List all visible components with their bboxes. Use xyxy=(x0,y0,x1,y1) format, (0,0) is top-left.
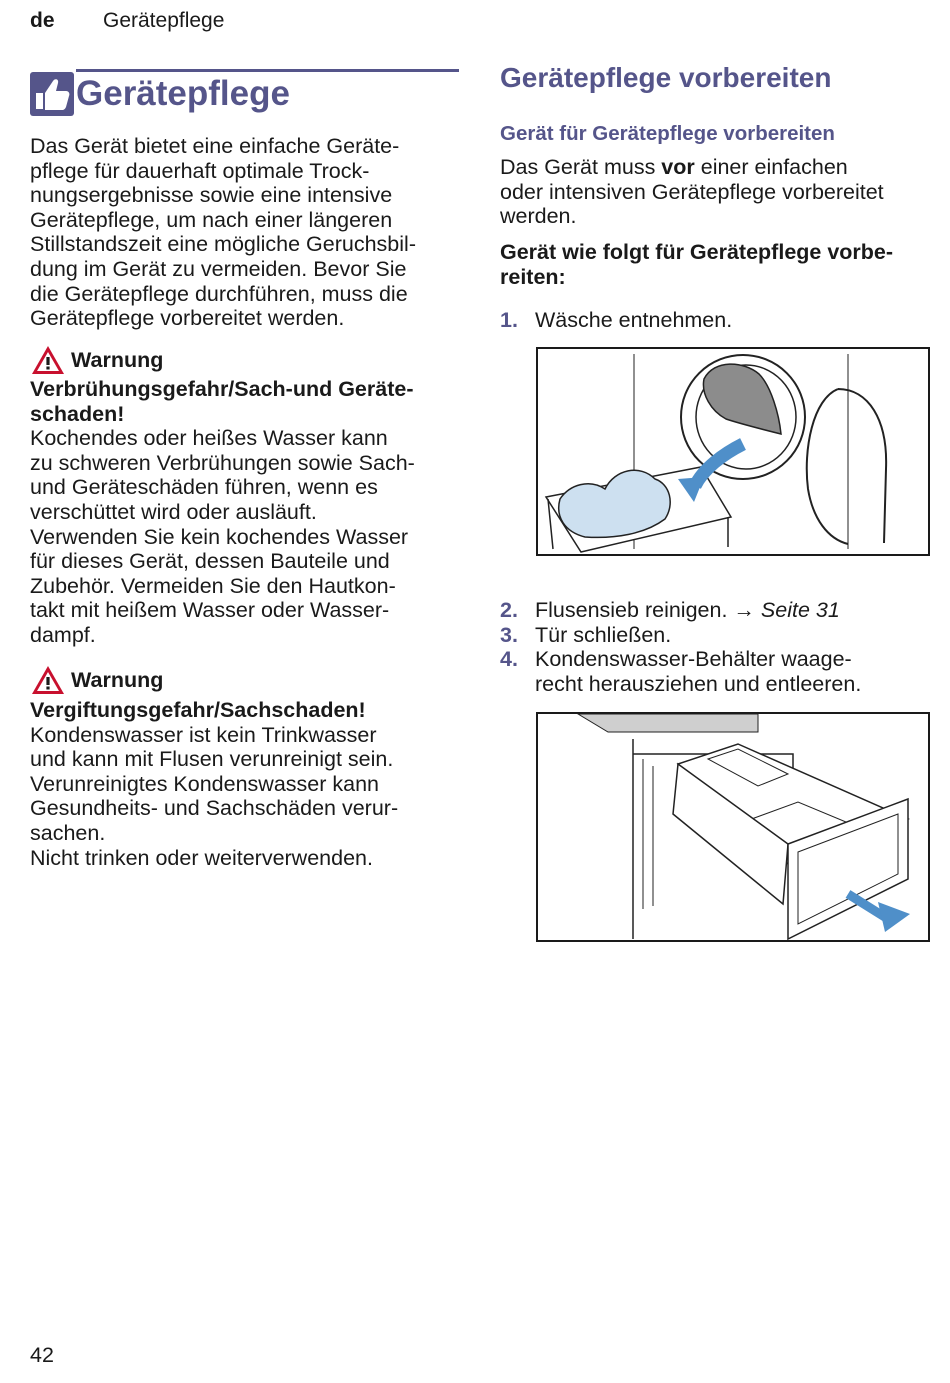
warning-block-2 xyxy=(30,664,470,870)
warning-heading xyxy=(30,664,470,696)
warning-text: Kondenswasser ist kein Trinkwasser und kann mit Flusen verunreinigt sein. Verunreinigtes Kondenswasser kann Gesundheits- und Sachschäden verur- sachen. Nicht trinken oder weiterverwenden. xyxy=(30,722,399,870)
section-subtitle: Gerät für Gerätepflege vorbereiten xyxy=(500,122,835,145)
step-text xyxy=(535,598,840,623)
step-number: 1. xyxy=(500,308,518,332)
step-text: Wäsche entnehmen. xyxy=(535,308,733,332)
warning-label: Warnung xyxy=(71,667,164,692)
step-number: 3. xyxy=(500,622,518,647)
header-section: Gerätepflege xyxy=(103,9,225,32)
step-item xyxy=(500,623,920,648)
intro-paragraph: Das Gerät bietet eine einfache Geräte- pflege für dauerhaft optimale Trock- nungsergebnisse sowie eine intensive Gerätepflege, um nach einer längeren Stillstandszeit eine mögliche Geruchsbil- dung im Gerät zu vermeiden. Bevor Sie die Gerätepflege durchführen, muss die Gerätepflege vorbereitet werden. xyxy=(30,134,416,331)
warning-block-1 xyxy=(30,344,470,648)
step-number: 2. xyxy=(500,598,518,622)
step-list-2 xyxy=(500,598,920,696)
figure-water-container xyxy=(536,712,930,942)
prep-text-bold: vor xyxy=(661,155,695,179)
warning-triangle-icon xyxy=(30,344,66,376)
warning-title: Verbrühungsgefahr/Sach-und Geräte- schaden! xyxy=(30,377,414,426)
step-number: 4. xyxy=(500,647,518,672)
warning-heading xyxy=(30,344,470,376)
laundry-illustration xyxy=(538,349,928,554)
thumbs-up-icon xyxy=(30,72,74,116)
warning-text: Kochendes oder heißes Wasser kann zu schweren Verbrühungen sowie Sach- und Geräteschäden führen, wenn es verschüttet wird oder ausläuft. Verwenden Sie kein kochendes Wasser für dieses Gerät, dessen Bauteile und Zubehör. Vermeiden Sie den Hautkon- takt mit heißem Wasser oder Wasser- dampf. xyxy=(30,426,415,647)
step-label: Flusensieb reinigen. xyxy=(535,598,728,622)
title-rule xyxy=(76,69,459,72)
section-title: Gerätepflege vorbereiten xyxy=(500,62,832,93)
warning-triangle-icon xyxy=(30,664,66,696)
step-item xyxy=(500,598,920,623)
page-number: 42 xyxy=(30,1343,54,1367)
page-title: Gerätepflege xyxy=(76,74,290,113)
instruction-heading: Gerät wie folgt für Gerätepflege vorbe- reiten: xyxy=(500,240,894,289)
step-text: Kondenswasser-Behälter waage- recht herausziehen und entleeren. xyxy=(535,647,862,696)
prep-paragraph xyxy=(500,155,930,229)
warning-title: Vergiftungsgefahr/Sachschaden! xyxy=(30,698,366,722)
prep-text-b: einer einfachen oder intensiven Gerätepflege vorbereitet werden. xyxy=(500,155,884,229)
figure-remove-laundry xyxy=(536,347,930,556)
step-item xyxy=(500,308,920,333)
warning-label: Warnung xyxy=(71,347,164,372)
prep-text-a: Das Gerät muss xyxy=(500,155,662,179)
reference-arrow-icon: → xyxy=(733,598,755,622)
step-item xyxy=(500,647,920,696)
page-reference[interactable]: Seite 31 xyxy=(760,598,840,622)
header-language: de xyxy=(30,9,55,32)
step-list-1 xyxy=(500,308,920,333)
container-illustration xyxy=(538,714,928,940)
step-text: Tür schließen. xyxy=(535,622,672,647)
